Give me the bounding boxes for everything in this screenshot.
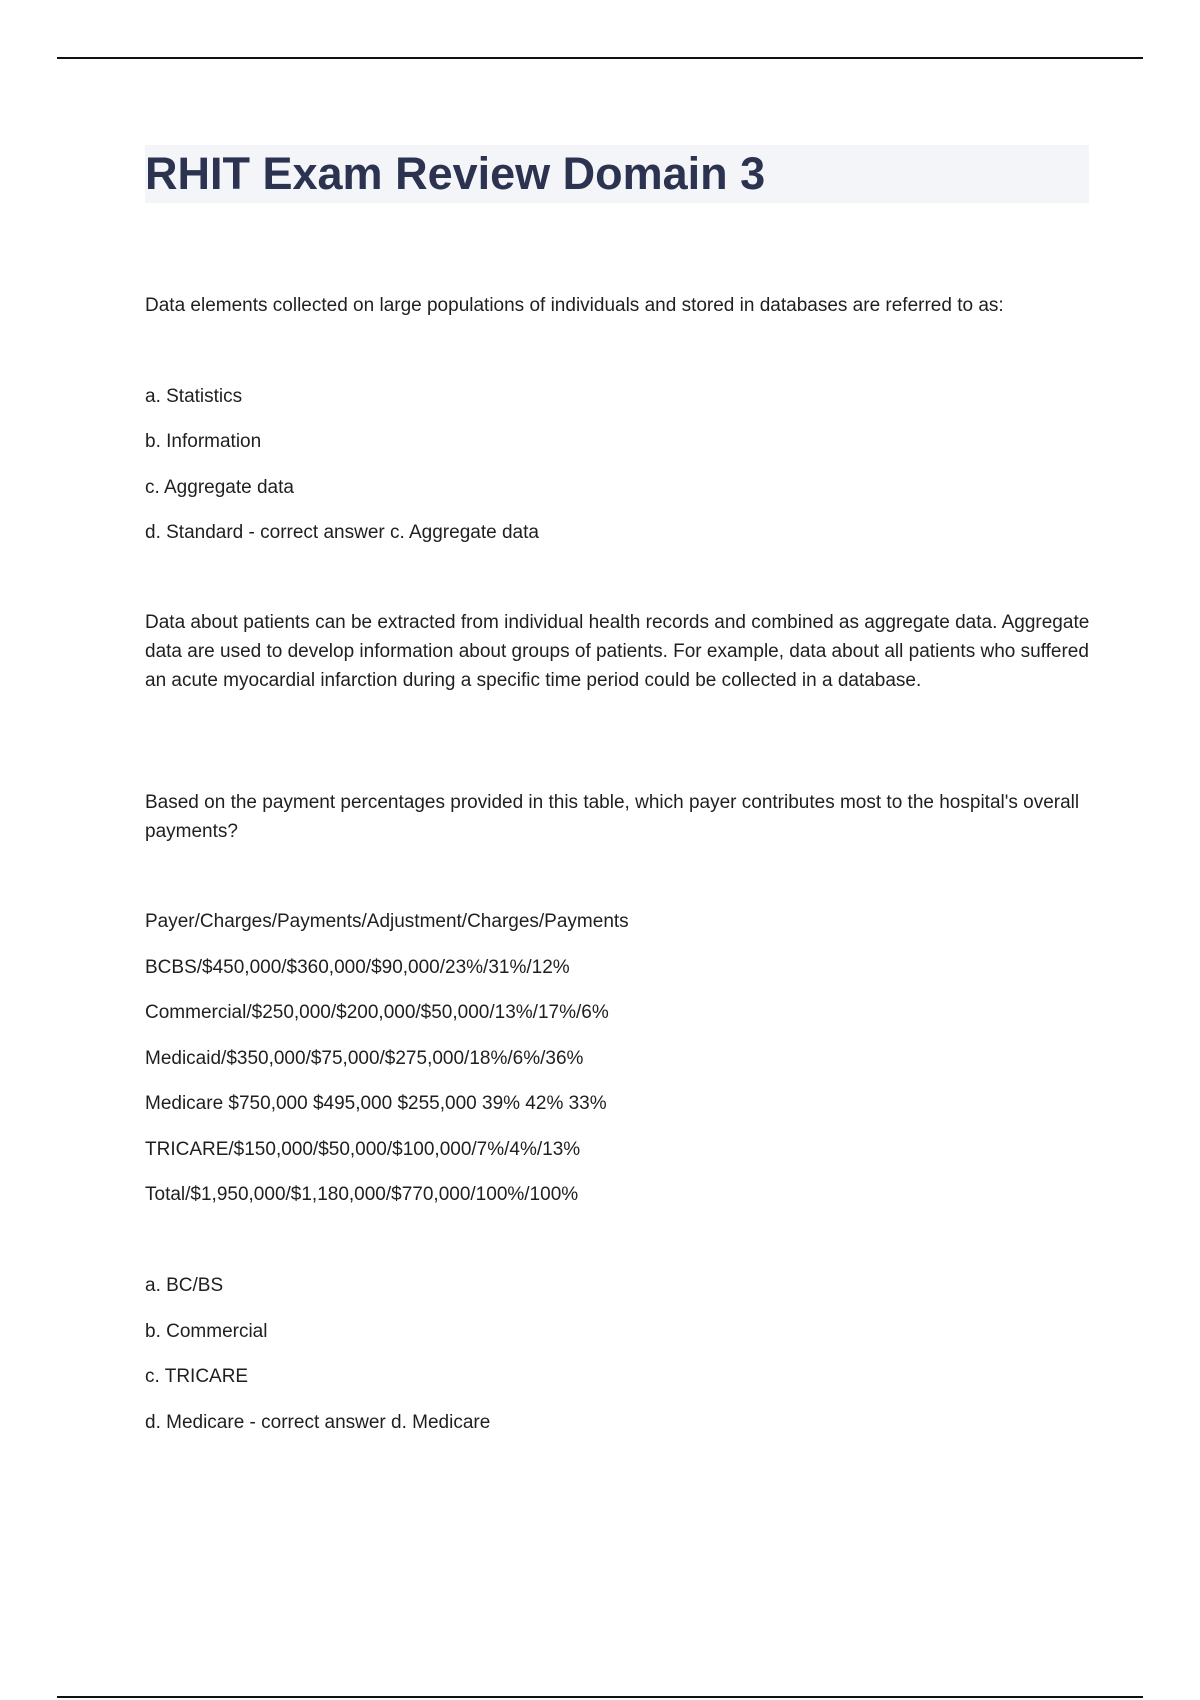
question-2-option-a: a. BC/BS xyxy=(145,1275,224,1296)
payer-table-row: BCBS/$450,000/$360,000/$90,000/23%/31%/12% xyxy=(145,957,570,978)
payer-table-row: TRICARE/$150,000/$50,000/$100,000/7%/4%/13% xyxy=(145,1139,581,1160)
payer-table-row: Medicare $750,000 $495,000 $255,000 39% 42% 33% xyxy=(145,1093,607,1114)
question-1-option-b: b. Information xyxy=(145,431,262,452)
question-1-option-a: a. Statistics xyxy=(145,386,243,407)
question-2-text: Based on the payment percentages provided in this table, which payer contributes most to the hospital's overall payments? xyxy=(145,792,1080,842)
question-2-option-c: c. TRICARE xyxy=(145,1366,249,1387)
question-1-explanation: Data about patients can be extracted from individual health records and combined as aggregate data. Aggregate data are used to develop information about groups of patients. For example, data about all patients who suffered an acute myocardial infarction during a specific time period could be collected in a database. xyxy=(145,612,1090,691)
payer-table-row: Medicaid/$350,000/$75,000/$275,000/18%/6%/36% xyxy=(145,1048,584,1069)
bottom-rule xyxy=(57,1696,1143,1698)
top-rule xyxy=(57,57,1143,59)
question-2-option-b: b. Commercial xyxy=(145,1321,268,1342)
question-1-option-d-answer: d. Standard - correct answer c. Aggregate data xyxy=(145,522,539,543)
payer-table-header: Payer/Charges/Payments/Adjustment/Charges/Payments xyxy=(145,911,629,932)
payer-table-total-row: Total/$1,950,000/$1,180,000/$770,000/100%/100% xyxy=(145,1184,579,1205)
question-1-text: Data elements collected on large populations of individuals and stored in databases are referred to as: xyxy=(145,295,1004,316)
payer-table-row: Commercial/$250,000/$200,000/$50,000/13%/17%/6% xyxy=(145,1002,609,1023)
page-title: RHIT Exam Review Domain 3 xyxy=(145,148,766,199)
question-1-option-c: c. Aggregate data xyxy=(145,477,294,498)
question-2-option-d-answer: d. Medicare - correct answer d. Medicare xyxy=(145,1412,491,1433)
